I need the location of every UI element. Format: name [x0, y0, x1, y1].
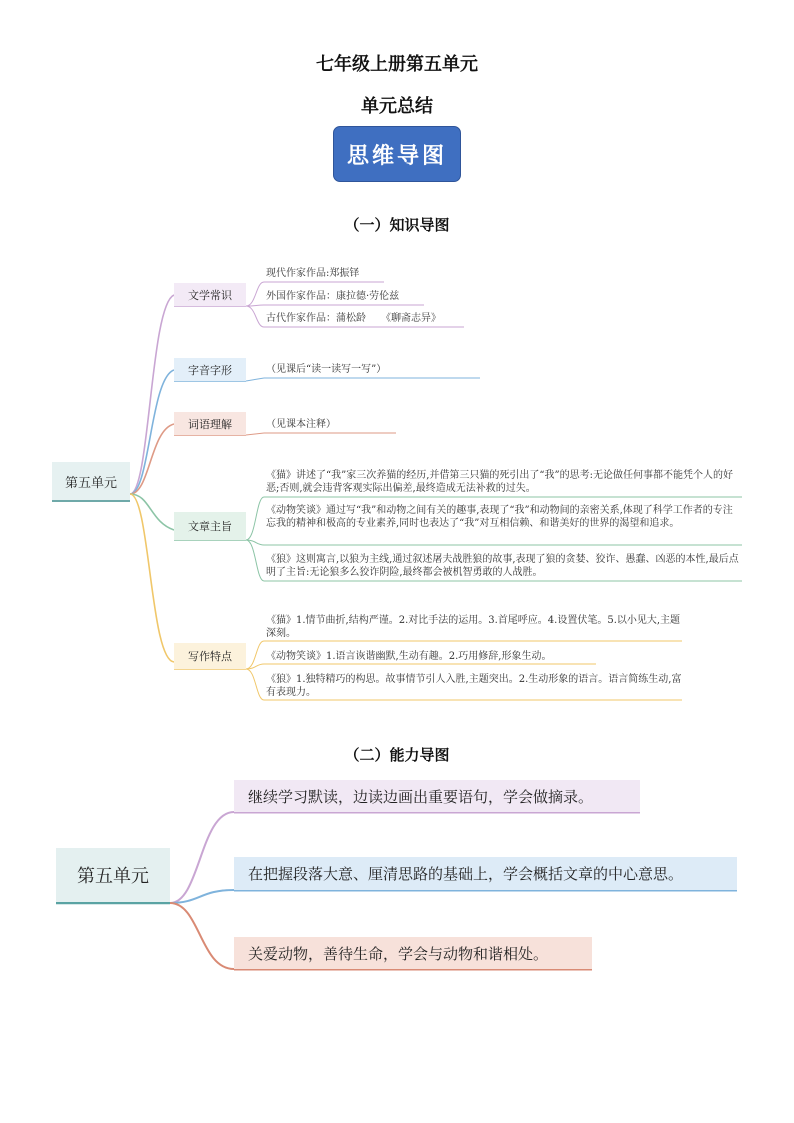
branch-literary-knowledge: 文学常识 [174, 283, 246, 306]
section-heading-knowledge: （一）知识导图 [344, 216, 450, 234]
ability-item-silent-reading: 继续学习默读，边读边画出重要语句，学会做摘录。 [234, 780, 640, 812]
leaf-ancient-author: 古代作家作品：蒲松龄 《聊斋志异》 [266, 313, 441, 324]
section-heading-ability: （二）能力导图 [344, 746, 450, 764]
ability-item-care-animals: 关爱动物，善待生命，学会与动物和谐相处。 [234, 937, 592, 969]
ability-root-node: 第五单元 [56, 848, 170, 902]
branch-writing-features: 写作特点 [174, 643, 246, 669]
leaf-pronunciation-note: （见课后“读一读写一写”） [266, 364, 387, 375]
leaf-foreign-author: 外国作家作品：康拉德·劳伦兹 [266, 291, 400, 302]
knowledge-root-node: 第五单元 [52, 462, 130, 500]
branch-vocabulary: 词语理解 [174, 412, 246, 435]
leaf-main-idea-animal-jokes: 《动物笑谈》通过写“我”和动物之间有关的趣事,表现了“我”和动物间的亲密关系,体现了科学工作者的专注忘我的精神和极高的专业素养,同时也表达了“我”对互相信赖、和谐美好的世界的渴望和追求。 [266, 505, 733, 529]
leaf-writing-wolf: 《狼》1.独特精巧的构思。故事情节引人入胜,主题突出。2.生动形象的语言。语言简练生动,富有表现力。 [266, 674, 682, 698]
leaf-main-idea-cat: 《猫》讲述了“我”家三次养猫的经历,并借第三只猫的死引出了“我”的思考:无论做任何事都不能凭个人的好恶;否则,就会违背客观实际出偏差,最终造成无法补救的过失。 [266, 470, 733, 494]
document-title: 七年级上册第五单元 [316, 54, 478, 75]
leaf-modern-author: 现代作家作品:郑振铎 [266, 268, 360, 279]
ability-item-summarize: 在把握段落大意、厘清思路的基础上，学会概括文章的中心意思。 [234, 857, 737, 890]
leaf-writing-animal-jokes: 《动物笑谈》1.语言诙谐幽默,生动有趣。2.巧用修辞,形象生动。 [266, 651, 552, 662]
branch-main-idea: 文章主旨 [174, 512, 246, 540]
branch-pronunciation: 字音字形 [174, 358, 246, 381]
leaf-vocabulary-note: （见课本注释） [266, 419, 336, 430]
leaf-writing-cat: 《猫》1.情节曲折,结构严谨。2.对比手法的运用。3.首尾呼应。4.设置伏笔。5.以小见大,主题深刻。 [266, 615, 681, 639]
document-subtitle: 单元总结 [361, 96, 433, 117]
leaf-main-idea-wolf: 《狼》这则寓言,以狼为主线,通过叙述屠夫战胜狼的故事,表现了狼的贪婪、狡诈、愚蠢、凶恶的本性,最后点明了主旨:无论狼多么狡诈阴险,最终都会被机智勇敢的人战胜。 [266, 554, 739, 578]
mindmap-badge: 思维导图 [333, 126, 461, 182]
